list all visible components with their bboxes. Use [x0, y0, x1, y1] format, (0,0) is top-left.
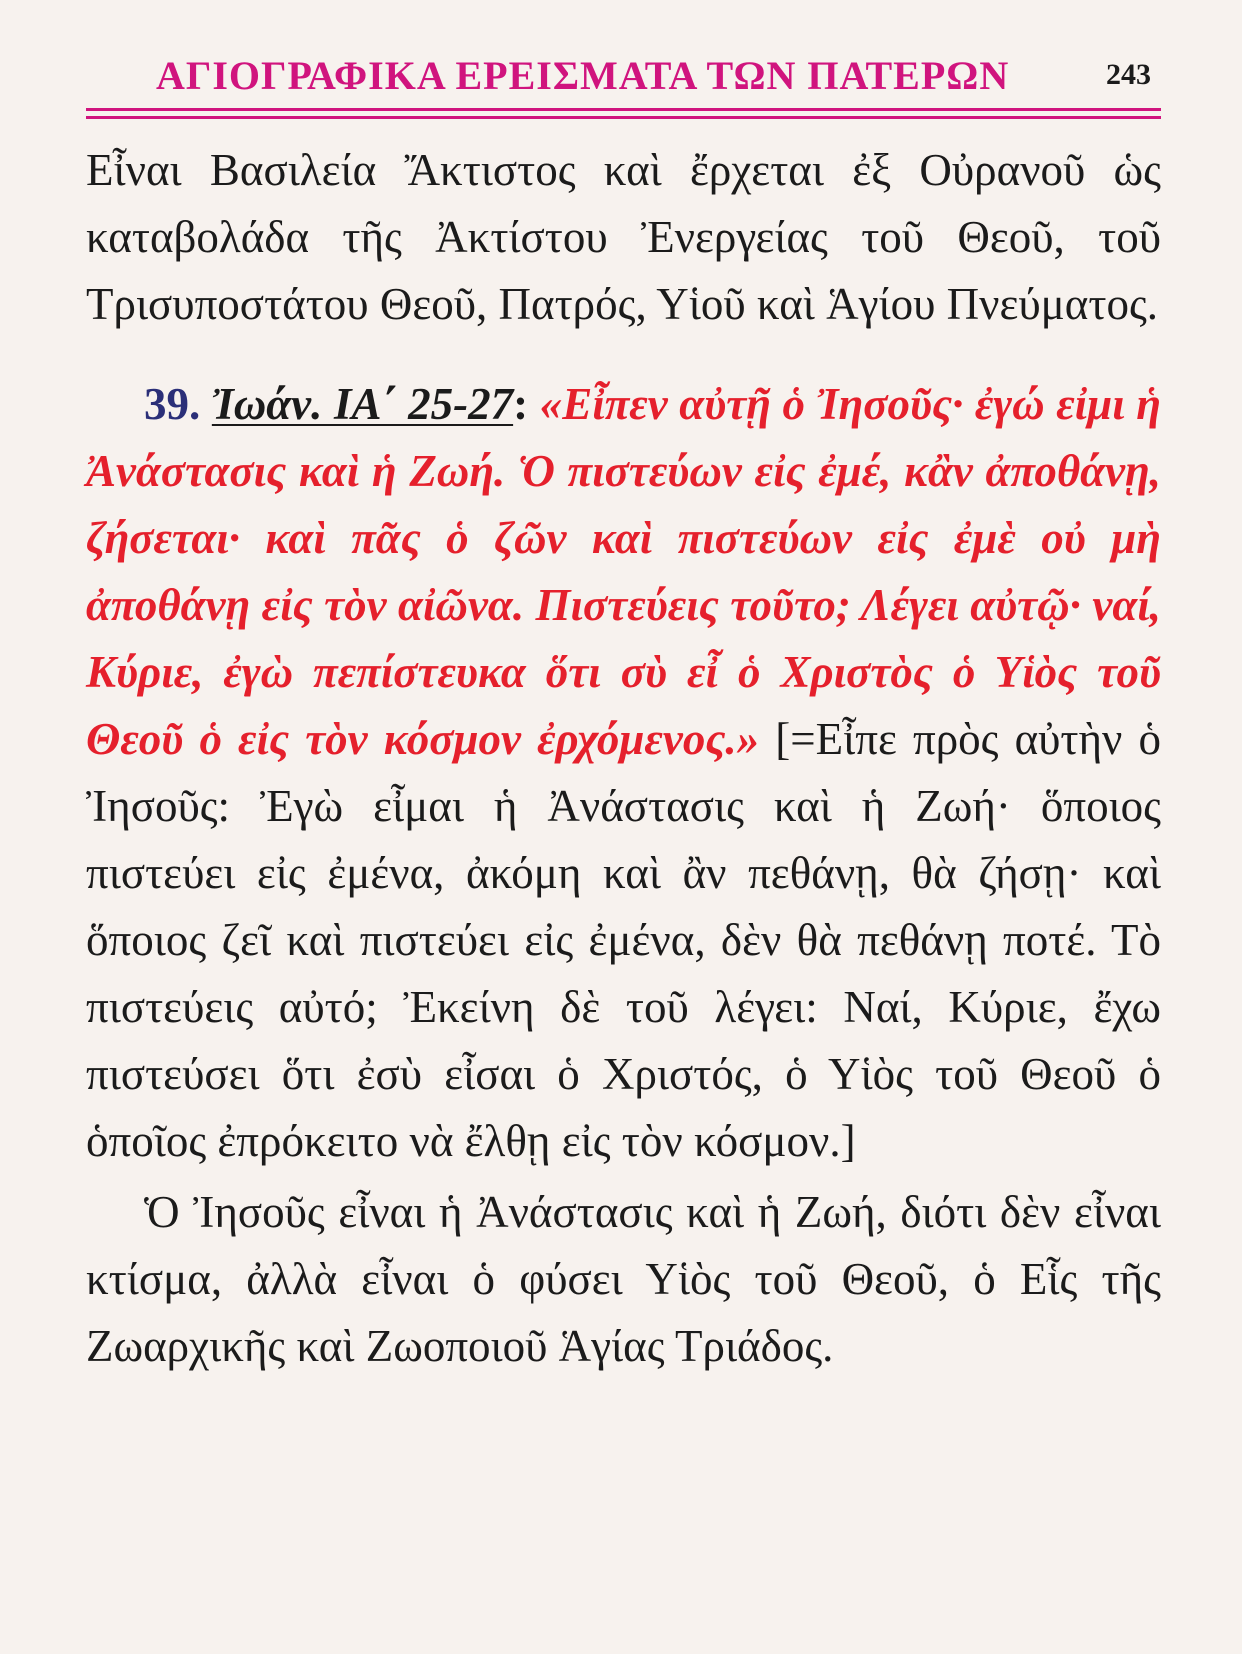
- running-title: ΑΓΙΟΓΡΑΦΙΚΑ ΕΡΕΙΣΜΑΤΑ ΤΩΝ ΠΑΤΕΡΩΝ: [156, 53, 1010, 98]
- verse-reference-colon: :: [513, 379, 529, 429]
- header-rule-bottom: [86, 116, 1161, 119]
- paragraph-resurrection: Ὁ Ἰησοῦς εἶναι ἡ Ἀνάστασις καὶ ἡ Ζωή, διότι δὲν εἶναι κτίσμα, ἀλλὰ εἶναι ὁ φύσει Υἱὸς τοῦ Θεοῦ, ὁ Εἷς τῆς Ζωαρχικῆς καὶ Ζωοποιοῦ Ἁγίας Τριάδος.: [86, 1187, 1161, 1371]
- paragraph-gap: [86, 338, 1161, 371]
- header-rule-top: [86, 108, 1161, 111]
- body-text: [86, 137, 1161, 1380]
- verse-paragraph: [86, 371, 1161, 1175]
- page-number: 243: [1106, 58, 1151, 91]
- modern-paraphrase: [=Εἶπε πρὸς αὐτὴν ὁ Ἰησοῦς: Ἐγὼ εἶμαι ἡ Ἀνάστασις καὶ ἡ Ζωή· ὅποιος πιστεύει εἰς ἐμένα, ἀκόμη καὶ ἂν πεθάνῃ, θὰ ζήσῃ· καὶ ὅποιος ζεῖ καὶ πιστεύει εἰς ἐμένα, δὲν θὰ πεθάνῃ ποτέ. Τὸ πιστεύεις αὐτό; Ἐκείνη δὲ τοῦ λέγει: Ναί, Κύριε, ἔχω πιστεύσει ὅτι ἐσὺ εἶσαι ὁ Χριστός, ὁ Υἱὸς τοῦ Θεοῦ ὁ ὁποῖος ἐπρόκειτο νὰ ἔλθῃ εἰς τὸν κόσμον.]: [86, 714, 1162, 1166]
- verse-reference: Ἰωάν. ΙΑ΄ 25-27: [211, 379, 514, 429]
- book-page: [86, 0, 1161, 1654]
- paragraph-kingdom: Εἶναι Βασιλεία Ἄκτιστος καὶ ἔρχεται ἐξ Οὐρανοῦ ὡς καταβολάδα τῆς Ἀκτίστου Ἐνεργείας τοῦ Θεοῦ, τοῦ Τρισυποστάτου Θεοῦ, Πατρός, Υἱοῦ καὶ Ἁγίου Πνεύματος.: [86, 145, 1161, 329]
- scripture-quote: «Εἶπεν αὐτῇ ὁ Ἰησοῦς· ἐγώ εἰμι ἡ Ἀνάστασις καὶ ἡ Ζωή. Ὁ πιστεύων εἰς ἐμέ, κἂν ἀποθάνῃ, ζήσεται· καὶ πᾶς ὁ ζῶν καὶ πιστεύων εἰς ἐμὲ οὐ μὴ ἀποθάνῃ εἰς τὸν αἰῶνα. Πιστεύεις τοῦτο; Λέγει αὐτῷ· ναί, Κύριε, ἐγὼ πεπίστευκα ὅτι σὺ εἶ ὁ Χριστὸς ὁ Υἱὸς τοῦ Θεοῦ ὁ εἰς τὸν κόσμον ἐρχόμενος.»: [86, 379, 1161, 764]
- running-header: [86, 0, 1161, 108]
- verse-number: 39.: [144, 379, 201, 429]
